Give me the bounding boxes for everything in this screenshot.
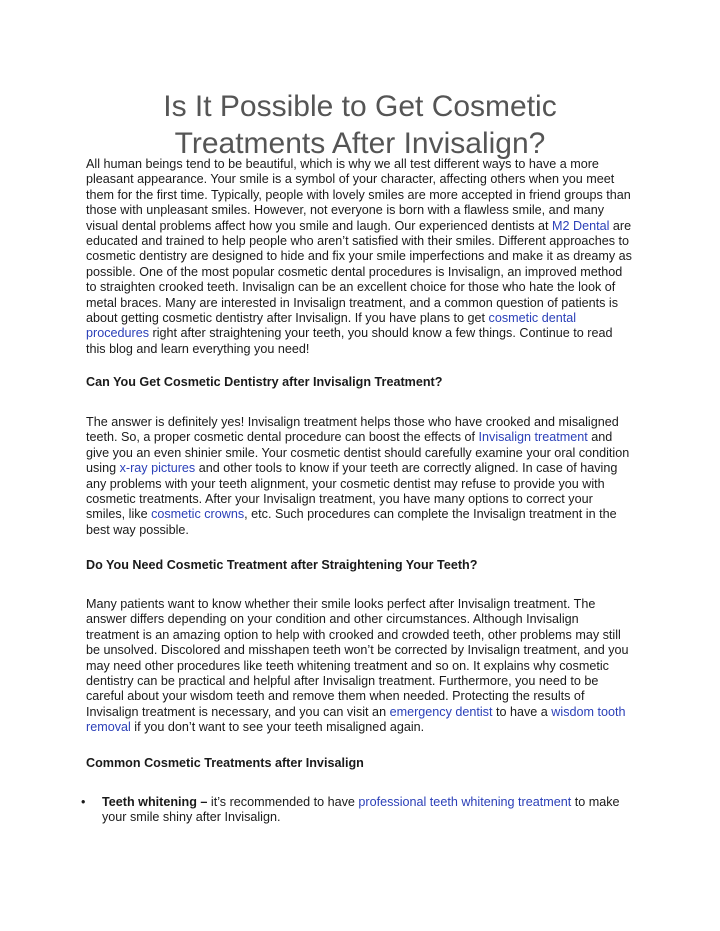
cosmetic-dental-procedures-link[interactable]: cosmetic dental procedures (86, 311, 577, 341)
section2-text-3: if you don’t want to see your teeth misaligned again. (130, 720, 425, 735)
wisdom-tooth-removal-link[interactable]: wisdom tooth removal (86, 704, 626, 735)
page-title: Is It Possible to Get Cosmetic Treatments After Invisalign? (163, 90, 557, 160)
m2-dental-link[interactable]: M2 Dental (552, 218, 610, 233)
section3-heading: Common Cosmetic Treatments after Invisalign (86, 756, 364, 770)
teeth-whitening-text-1: it’s recommended to have (207, 795, 359, 809)
professional-teeth-whitening-link[interactable]: professional teeth whitening treatment (358, 795, 572, 809)
section2-paragraph (86, 597, 634, 736)
invisalign-treatment-link[interactable]: Invisalign treatment (478, 430, 588, 445)
list-item-teeth-whitening (81, 795, 634, 826)
section1-text-4: , etc. Such procedures can complete the Invisalign treatment in the best way possible. (86, 507, 617, 537)
section1-text-1: The answer is definitely yes! Invisalign treatment helps those who have crooked and misaligned teeth. So, a proper cosmetic dental procedure can boost the effects of (86, 415, 619, 445)
treatments-list (81, 795, 634, 826)
intro-text-1: All human beings tend to be beautiful, which is why we all test different ways to have a more pleasant appearance. Your smile is a symbol of your character, affecting others when you meet them for the first time. Typically, people with lovely smiles are more accepted in friend groups than those with unpleasant smiles. However, not everyone is born with a flawless smile, and many visual dental problems affect how you smile and laugh. Our experienced dentists at (86, 157, 631, 233)
section1-text-3: and other tools to know if your teeth are correctly aligned. In case of having any problems with your teeth alignment, your cosmetic dentist may refuse to provide you with cosmetic treatments. After your Invisalign treatment, you have many options to correct your smiles, like (86, 461, 618, 522)
section2-text-1: Many patients want to know whether their smile looks perfect after Invisalign treatment. The answer differs depending on your condition and other circumstances. Although Invisalign treatment is an amazing option to help with crooked and crowded teeth, other problems may still be unsolved. Discolored and misshapen teeth won’t be corrected by Invisalign treatment, and you may need other procedures like teeth whitening treatment and so on. It explains why cosmetic dentistry can be practical and helpful after Invisalign treatment. Furthermore, you need to be careful about your wisdom teeth and remove them when needed. Protecting the results of Invisalign treatment is necessary, and you can visit an (86, 597, 629, 719)
teeth-whitening-label: Teeth whitening – (102, 795, 208, 809)
bullet-dot-icon: • (81, 795, 86, 809)
intro-text-2: are educated and trained to help people who aren’t satisfied with their smiles. Different approaches to cosmetic dentistry are designed to hide and fix your smile imperfections and make it as dreamy as possible. One of the most popular cosmetic dental procedures is Invisalign, an improved method to straighten crooked teeth. Invisalign can be an excellent choice for those who hate the look of metal braces. Many are interested in Invisalign treatment, and a common question of patients is about getting cosmetic dentistry after Invisalign. If you have plans to get (86, 218, 632, 326)
section1-text-2: and give you an even shinier smile. Your cosmetic dentist should carefully examine your oral condition using (86, 430, 630, 476)
intro-text-3: right after straightening your teeth, you should know a few things. Continue to read this blog and learn everything you need! (86, 326, 613, 356)
section1-heading: Can You Get Cosmetic Dentistry after Invisalign Treatment? (86, 375, 443, 389)
cosmetic-crowns-link[interactable]: cosmetic crowns (151, 507, 245, 522)
section1-paragraph (86, 415, 634, 538)
intro-paragraph (86, 157, 634, 357)
emergency-dentist-link[interactable]: emergency dentist (389, 704, 493, 719)
section2-heading: Do You Need Cosmetic Treatment after Straightening Your Teeth? (86, 558, 478, 572)
x-ray-pictures-link[interactable]: x-ray pictures (119, 461, 196, 476)
teeth-whitening-text-2: to make your smile shiny after Invisalign. (102, 795, 620, 825)
section2-text-2: to have a (492, 704, 552, 719)
